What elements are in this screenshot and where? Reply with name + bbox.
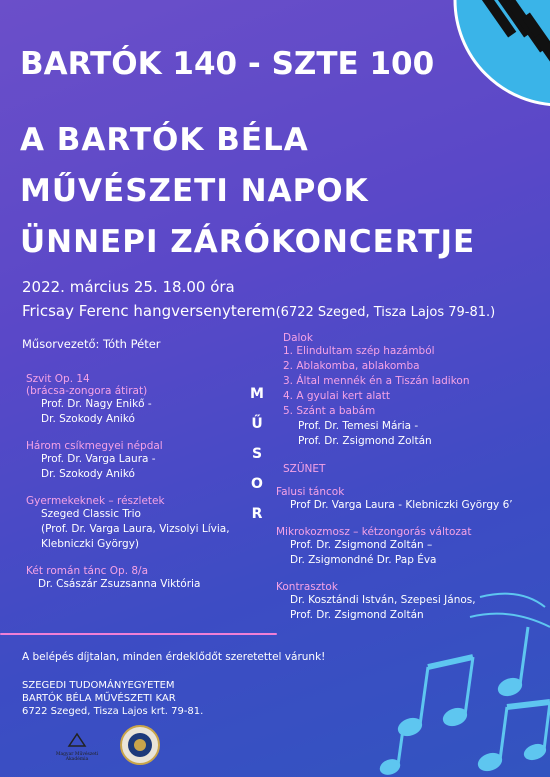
mma-logo	[52, 732, 102, 762]
performer: Dr. Szokody Anikó	[41, 413, 135, 425]
title-line1: A BARTÓK BÉLA	[20, 122, 309, 158]
title-line2: MŰVÉSZETI NAPOK	[20, 173, 369, 209]
performer: Prof. Dr. Zsigmond Zoltán –	[290, 539, 433, 551]
piece-title: Gyermekeknek – részletek	[26, 495, 165, 507]
performer: Dr. Szokody Anikó	[41, 468, 135, 480]
institution-address: 6722 Szeged, Tisza Lajos krt. 79-81.	[22, 706, 204, 717]
admission-note: A belépés díjtalan, minden érdeklődőt szeretettel várunk!	[22, 651, 326, 663]
performer: Klebniczki György)	[41, 538, 140, 550]
performer: Prof. Dr. Nagy Enikő -	[41, 398, 152, 410]
song-item: 2. Ablakomba, ablakomba	[283, 360, 420, 372]
event-date: 2022. március 25. 18.00 óra	[22, 278, 235, 296]
title-line3: ÜNNEPI ZÁRÓKONCERTJE	[20, 224, 476, 260]
mma-emblem-icon	[67, 732, 87, 748]
piece-title: Szvit Op. 14	[26, 373, 90, 385]
piece-title: Mikrokozmosz – kétzongorás változat	[276, 526, 472, 538]
performer: Prof. Dr. Zsigmond Zoltán	[290, 609, 424, 621]
musor-letter: R	[251, 506, 263, 522]
music-notes-decoration	[360, 577, 550, 777]
musor-letter: S	[251, 446, 263, 462]
performer: Szeged Classic Trio	[41, 508, 141, 520]
piano-keys-decoration	[450, 0, 550, 120]
piece-title: Három csíkmegyei népdal	[26, 440, 163, 452]
musor-letter: M	[250, 386, 264, 402]
piece-title: Dalok	[283, 332, 313, 344]
performer: Prof. Dr. Varga Laura -	[41, 453, 156, 465]
performer: Prof. Dr. Temesi Mária -	[298, 420, 419, 432]
performer: (Prof. Dr. Varga Laura, Vizsolyi Lívia,	[41, 523, 230, 535]
performer: Dr. Zsigmondné Dr. Pap Éva	[290, 554, 437, 566]
performer: Prof. Dr. Zsigmond Zoltán	[298, 435, 432, 447]
song-item: 3. Által mennék én a Tiszán ladikon	[283, 375, 470, 387]
mma-logo-text: Magyar Művészeti Akadémia	[55, 752, 99, 762]
piece-title: Kontrasztok	[276, 581, 338, 593]
piece-subtitle: (brácsa-zongora átirat)	[26, 385, 148, 397]
institution-line1: SZEGEDI TUDOMÁNYEGYETEM	[22, 680, 175, 691]
intermission: SZÜNET	[283, 463, 326, 475]
song-item: 5. Szánt a babám	[283, 405, 376, 417]
institution-line2: BARTÓK BÉLA MŰVÉSZETI KAR	[22, 693, 176, 704]
university-seal-icon	[120, 725, 160, 765]
left-program	[26, 373, 251, 592]
venue-address: (6722 Szeged, Tisza Lajos 79-81.)	[275, 305, 496, 320]
header-line1: BARTÓK 140 - SZTE 100	[20, 46, 435, 82]
organizer: Műsorvezető: Tóth Péter	[22, 337, 161, 351]
piece-title: Falusi táncok	[276, 486, 345, 498]
performer: Prof Dr. Varga Laura - Klebniczki György 6’	[290, 499, 513, 511]
song-item: 4. A gyulai kert alatt	[283, 390, 390, 402]
event-venue	[22, 302, 495, 320]
divider	[0, 633, 277, 635]
piece-title: Két román tánc Op. 8/a	[26, 565, 149, 577]
musor-letter: O	[251, 476, 263, 492]
performer: Dr. Kosztándi István, Szepesi János,	[290, 594, 476, 606]
performer: Dr. Császár Zsuzsanna Viktória	[38, 578, 201, 590]
right-program	[283, 332, 548, 475]
musor-vertical-label	[247, 386, 267, 536]
musor-letter: Ű	[251, 416, 263, 432]
venue-name: Fricsay Ferenc hangversenyterem	[22, 302, 276, 320]
song-item: 1. Elindultam szép hazámból	[283, 345, 435, 357]
